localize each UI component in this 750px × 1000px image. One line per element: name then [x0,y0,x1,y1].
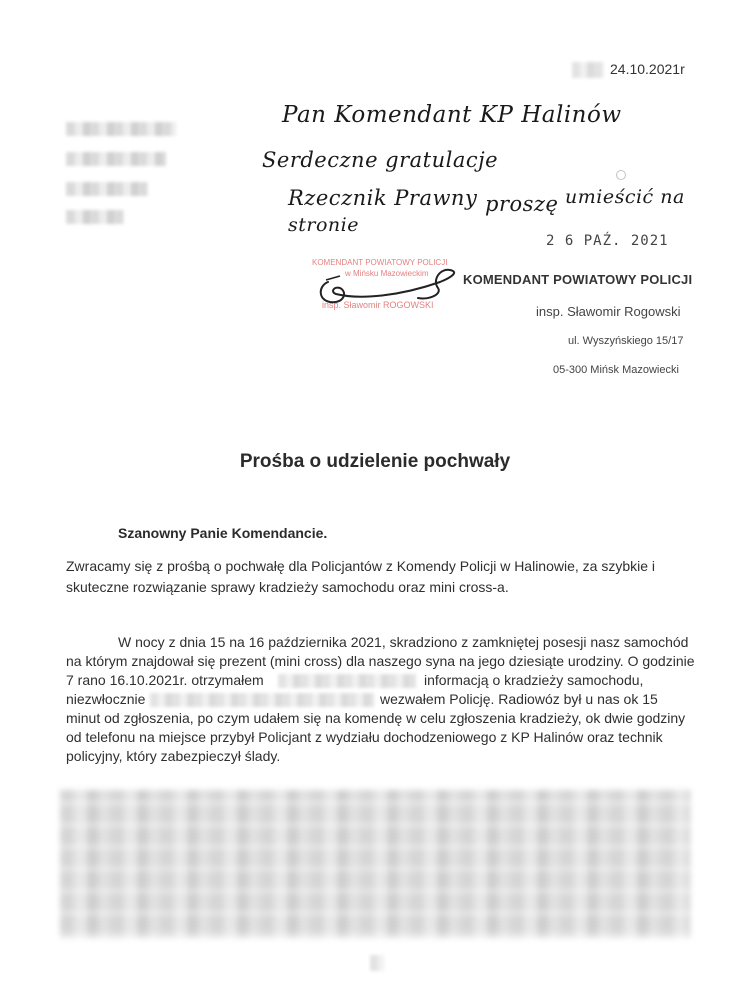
ink-mark [616,170,626,180]
redacted-place [572,62,604,78]
handwritten-note-line1: Pan Komendant KP Halinów [282,102,622,128]
redacted-paragraph [60,790,690,938]
body-line1: W nocy z dnia 15 na 16 października 2021, skradziono z zamkniętej posesji nasz samochód [118,634,689,650]
stamp-line1: KOMENDANT POWIATOWY POLICJI [312,258,448,267]
handwritten-note-line4: stronie [288,214,359,236]
received-stamp-date: 2 6 PAŹ. 2021 [546,233,669,249]
recipient-city: 05-300 Mińsk Mazowiecki [553,364,679,376]
handwritten-note-line3c: umieścić na [565,186,685,208]
handwritten-note-line2: Serdeczne gratulacje [262,148,499,172]
redacted-detail [150,693,374,707]
handwritten-note-line3a: Rzecznik Prawny [288,186,478,210]
body-line3a: 7 rano 16.10.2021r. otrzymałem [66,672,264,688]
intro-line2: skuteczne rozwiązanie sprawy kradzieży samochodu oraz mini cross-a. [66,579,509,595]
body-line6: od telefonu na miejsce przybył Policjant z wydziału dochodzeniowego z KP Halinów oraz technik [66,729,663,745]
body-line2: na którym znajdował się prezent (mini cross) dla naszego syna na jego dziesiąte urodziny. O godzinie [66,653,695,669]
recipient-title: KOMENDANT POWIATOWY POLICJI [463,272,693,287]
recipient-street: ul. Wyszyńskiego 15/17 [568,335,684,347]
redacted-page-number [370,955,384,971]
salutation: Szanowny Panie Komendancie. [118,525,328,541]
letter-date: 24.10.2021r [610,61,685,77]
recipient-name: insp. Sławomir Rogowski [536,304,681,319]
body-line5: minut od zgłoszenia, po czym udałem się na komendę w celu zgłoszenia kradzieży, ok dwie godziny [66,710,686,726]
handwritten-note-line3b: proszę [485,192,559,216]
stamp-name: insp. Sławomir ROGOWSKI [322,300,434,310]
signature [300,262,470,312]
body-line4b: wezwałem Policję. Radiowóz był u nas ok 15 [380,691,658,707]
body-line3b: informacją o kradzieży samochodu, [424,672,644,688]
body-line7: policyjny, który zabezpieczył ślady. [66,748,281,764]
body-line4a: niezwłocznie [66,691,146,707]
intro-line1: Zwracamy się z prośbą o pochwałę dla Policjantów z Komendy Policji w Halinowie, za szybkie i [66,558,656,574]
letter-subject: Prośba o udzielenie pochwały [239,451,511,472]
stamp-line2: w Mińsku Mazowieckim [345,269,429,278]
redacted-source [278,674,416,688]
